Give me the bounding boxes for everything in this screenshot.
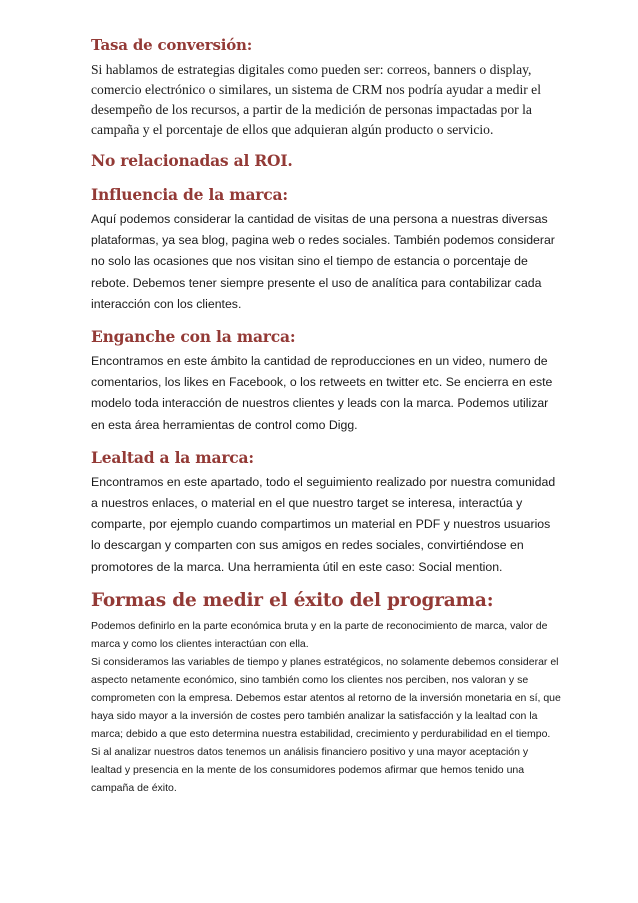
paragraph-enganche-marca: Encontramos en este ámbito la cantidad de reproducciones en un video, numero de comentarios, los likes en Facebook, o los retweets en twitter etc. Se encierra en este modelo toda interacción de nuestros clientes y leads con la marca. Podemos utilizar en esta área herramientas de control como Digg. (91, 354, 553, 432)
document-page (91, 34, 561, 797)
heading-no-relacionadas-roi: No relacionadas al ROI. (91, 151, 293, 170)
heading-formas-medir-exito: Formas de medir el éxito del programa: (91, 589, 494, 611)
heading-influencia-marca: Influencia de la marca: (91, 185, 288, 204)
paragraph-formas-3: Si al analizar nuestros datos tenemos un análisis financiero positivo y una mayor aceptación y lealtad y presencia en la mente de los consumidores podemos afirmar que hemos tenido una campaña de éxito. (91, 745, 529, 794)
paragraph-formas-1: Podemos definirlo en la parte económica bruta y en la parte de reconocimiento de marca, valor de marca y como los clientes interactúan con ella. (91, 619, 548, 650)
paragraph-tasa-conversion: Si hablamos de estrategias digitales como pueden ser: correos, banners o display, comercio electrónico o similares, un sistema de CRM nos podría ayudar a medir el desempeño de los recursos, a partir de la medición de personas impactadas por la campaña y el porcentaje de ellos que adquieran algún producto o servicio. (91, 62, 541, 137)
paragraph-formas-2: Si consideramos las variables de tiempo y planes estratégicos, no solamente debemos considerar el aspecto netamente económico, sino también como los clientes nos perciben, nos valoran y se comprometen con la empresa. Debemos estar atentos al retorno de la inversión monetaria en sí, que haya sido mayor a la inversión de costes pero también analizar la satisfacción y la lealtad con la marca; debido a que esto determina nuestra estabilidad, crecimiento y perdurabilidad en el tiempo. (91, 655, 561, 740)
paragraph-lealtad-marca: Encontramos en este apartado, todo el seguimiento realizado por nuestra comunidad a nuestros enlaces, o material en el que nuestro target se interesa, interactúa y comparte, por ejemplo cuando compartimos un material en PDF y nuestros usuarios lo descargan y comparten con sus amigos en redes sociales, convirtiéndose en promotores de la marca. Una herramienta útil en este caso: Social mention. (91, 474, 556, 574)
heading-tasa-conversion: Tasa de conversión: (91, 36, 253, 54)
heading-enganche-marca: Enganche con la marca: (91, 327, 296, 347)
heading-lealtad-marca: Lealtad a la marca: (91, 447, 254, 467)
paragraph-influencia-marca: Aquí podemos considerar la cantidad de visitas de una persona a nuestras diversas plataformas, ya sea blog, pagina web o redes sociales. También podemos considerar no solo las ocasiones que nos visitan sino el tiempo de estancia o porcentaje de rebote. Debemos tener siempre presente el uso de analítica para contabilizar cada interacción con los clientes. (91, 212, 555, 311)
